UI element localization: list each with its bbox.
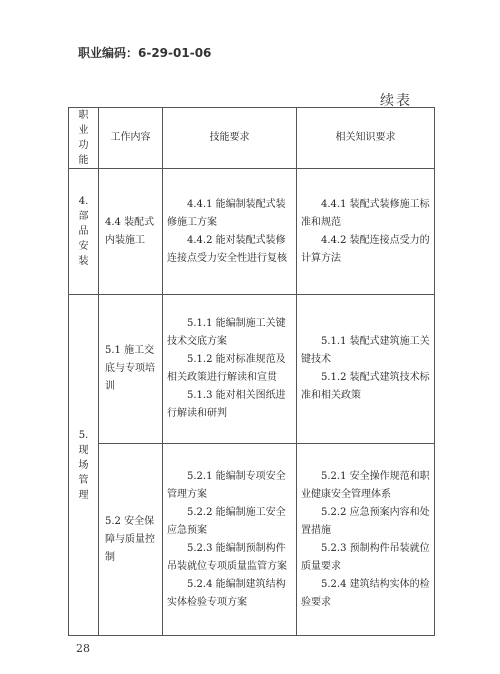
table-row bbox=[69, 169, 435, 295]
knowledge-item: 5.1.1 装配式建筑施工关键技术 bbox=[301, 336, 430, 365]
skill-item: 5.2.3 能编制预制构件吊装就位专项质量监管方案 bbox=[167, 542, 287, 572]
knowledge-cell bbox=[297, 295, 435, 444]
continued-label: 续表 bbox=[380, 93, 412, 109]
skill-item: 5.1.3 能对相关图纸进行解读和研判 bbox=[167, 390, 286, 419]
skill-item: 5.2.4 能编制建筑结构实体检验专项方案 bbox=[167, 578, 286, 608]
function-number: 5. bbox=[78, 429, 89, 441]
page-number: 28 bbox=[76, 642, 90, 655]
function-name: 部品安装 bbox=[78, 211, 89, 267]
header-skill-requirements: 技能要求 bbox=[163, 108, 297, 169]
work-content-cell: 4.4 装配式内装施工 bbox=[99, 169, 163, 295]
knowledge-item: 5.2.2 应急预案内容和处置措施 bbox=[301, 506, 430, 536]
skill-item: 4.4.1 能编制装配式装修施工方案 bbox=[167, 198, 286, 228]
function-cell-4 bbox=[69, 169, 99, 295]
header-work-content: 工作内容 bbox=[99, 108, 163, 169]
skills-cell bbox=[163, 169, 297, 295]
skill-item: 5.1.2 能对标准规范及相关政策进行解读和宣贯 bbox=[167, 354, 286, 383]
knowledge-item: 4.4.1 装配式装修施工标准和规范 bbox=[301, 198, 430, 228]
skill-item: 5.1.1 能编制施工关键技术交底方案 bbox=[167, 318, 286, 347]
work-content-cell: 5.2 安全保障与质量控制 bbox=[99, 444, 163, 636]
skill-item: 5.2.1 能编制专项安全管理方案 bbox=[167, 470, 286, 500]
knowledge-item: 5.2.3 预制构件吊装就位质量要求 bbox=[301, 542, 430, 572]
knowledge-cell bbox=[297, 444, 435, 636]
function-number: 4. bbox=[78, 196, 89, 207]
work-content-cell: 5.1 施工交底与专项培训 bbox=[99, 295, 163, 444]
skill-item: 4.4.2 能对装配式装修连接点受力安全性进行复核 bbox=[167, 234, 287, 264]
table-row bbox=[69, 295, 435, 444]
skills-cell bbox=[163, 295, 297, 444]
knowledge-item: 5.2.4 建筑结构实体的检验要求 bbox=[301, 578, 430, 608]
skill-item: 5.2.2 能编制施工安全应急预案 bbox=[167, 506, 286, 536]
skills-cell bbox=[163, 444, 297, 636]
table-header-row bbox=[69, 108, 435, 169]
knowledge-item: 4.4.2 装配连接点受力的计算方法 bbox=[301, 234, 430, 264]
function-name: 现场管理 bbox=[78, 444, 89, 501]
header-knowledge-requirements: 相关知识要求 bbox=[297, 108, 435, 169]
standards-table bbox=[68, 107, 435, 636]
knowledge-item: 5.2.1 安全操作规范和职业健康安全管理体系 bbox=[301, 470, 430, 500]
knowledge-item: 5.1.2 装配式建筑技术标准和相关政策 bbox=[301, 372, 430, 401]
table-row bbox=[69, 444, 435, 636]
header-function: 职业功能 bbox=[69, 108, 99, 169]
knowledge-cell bbox=[297, 169, 435, 295]
function-cell-5 bbox=[69, 295, 99, 636]
occupation-code: 职业编码：6-29-01-06 bbox=[78, 46, 212, 60]
